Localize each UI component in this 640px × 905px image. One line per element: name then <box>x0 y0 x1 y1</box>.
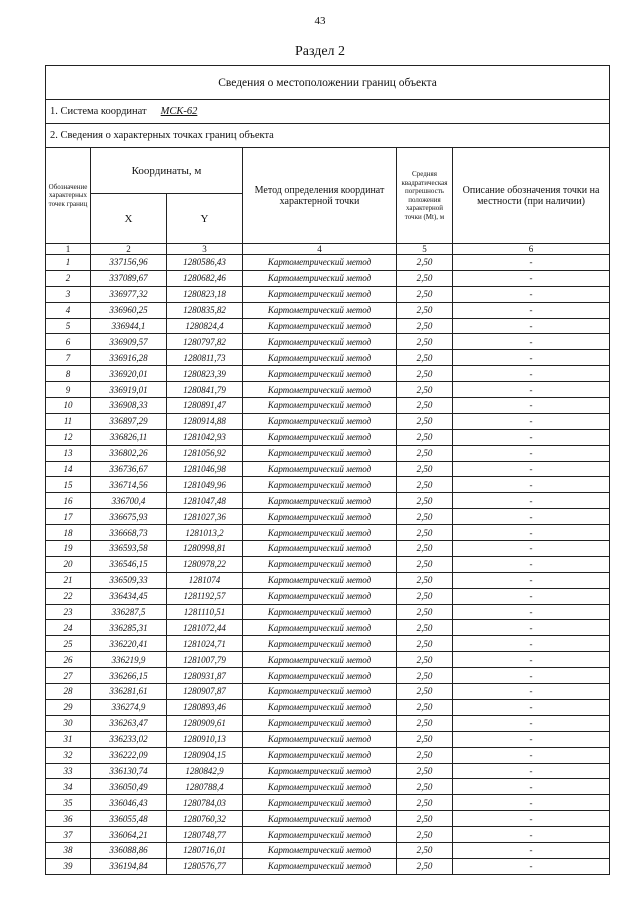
method-cell: Картометрический метод <box>243 461 397 477</box>
description-cell: - <box>453 588 610 604</box>
table-row <box>46 763 610 779</box>
method-cell: Картометрический метод <box>243 541 397 557</box>
method-cell: Картометрический метод <box>243 827 397 843</box>
column-number: 1 <box>46 244 91 255</box>
y-cell: 1280842,9 <box>167 763 243 779</box>
method-cell: Картометрический метод <box>243 525 397 541</box>
column-number: 3 <box>167 244 243 255</box>
table-row <box>46 445 610 461</box>
y-cell: 1280716,01 <box>167 842 243 858</box>
method-cell: Картометрический метод <box>243 350 397 366</box>
description-cell: - <box>453 350 610 366</box>
error-cell: 2,50 <box>397 842 453 858</box>
point-number-cell: 22 <box>46 588 91 604</box>
table-row <box>46 429 610 445</box>
error-cell: 2,50 <box>397 509 453 525</box>
point-number-cell: 16 <box>46 493 91 509</box>
description-cell: - <box>453 715 610 731</box>
table-main-header: Сведения о местоположении границ объекта <box>46 66 610 100</box>
y-cell: 1280784,03 <box>167 795 243 811</box>
description-cell: - <box>453 477 610 493</box>
y-cell: 1280841,79 <box>167 382 243 398</box>
description-cell: - <box>453 366 610 382</box>
method-cell: Картометрический метод <box>243 382 397 398</box>
error-cell: 2,50 <box>397 747 453 763</box>
description-cell: - <box>453 413 610 429</box>
error-cell: 2,50 <box>397 684 453 700</box>
table-row <box>46 652 610 668</box>
point-number-cell: 15 <box>46 477 91 493</box>
description-cell: - <box>453 699 610 715</box>
error-cell: 2,50 <box>397 413 453 429</box>
point-number-cell: 21 <box>46 572 91 588</box>
x-cell: 336977,32 <box>91 286 167 302</box>
point-number-cell: 27 <box>46 668 91 684</box>
table-row <box>46 461 610 477</box>
section-title: Раздел 2 <box>294 44 346 59</box>
y-cell: 1280811,73 <box>167 350 243 366</box>
description-cell: - <box>453 763 610 779</box>
error-cell: 2,50 <box>397 382 453 398</box>
error-cell: 2,50 <box>397 858 453 874</box>
error-cell: 2,50 <box>397 588 453 604</box>
x-cell: 336908,33 <box>91 398 167 414</box>
y-cell: 1280931,87 <box>167 668 243 684</box>
y-cell: 1280788,4 <box>167 779 243 795</box>
error-cell: 2,50 <box>397 429 453 445</box>
column-number: 5 <box>397 244 453 255</box>
description-cell: - <box>453 636 610 652</box>
error-cell: 2,50 <box>397 620 453 636</box>
table-row <box>46 350 610 366</box>
description-cell: - <box>453 302 610 318</box>
y-cell: 1281007,79 <box>167 652 243 668</box>
point-number-cell: 17 <box>46 509 91 525</box>
method-cell: Картометрический метод <box>243 620 397 636</box>
error-cell: 2,50 <box>397 493 453 509</box>
point-number-cell: 3 <box>46 286 91 302</box>
error-cell: 2,50 <box>397 763 453 779</box>
description-cell: - <box>453 541 610 557</box>
x-cell: 336088,86 <box>91 842 167 858</box>
point-number-cell: 28 <box>46 684 91 700</box>
y-cell: 1280907,87 <box>167 684 243 700</box>
method-cell: Картометрический метод <box>243 572 397 588</box>
table-row <box>46 858 610 874</box>
table-row <box>46 334 610 350</box>
y-cell: 1280797,82 <box>167 334 243 350</box>
point-number-cell: 10 <box>46 398 91 414</box>
table-row <box>46 747 610 763</box>
error-cell: 2,50 <box>397 477 453 493</box>
error-cell: 2,50 <box>397 461 453 477</box>
point-number-cell: 36 <box>46 811 91 827</box>
y-cell: 1281056,92 <box>167 445 243 461</box>
description-cell: - <box>453 858 610 874</box>
method-cell: Картометрический метод <box>243 477 397 493</box>
coord-system-value: МСК-62 <box>160 106 198 117</box>
y-cell: 1280998,81 <box>167 541 243 557</box>
page-number: 43 <box>314 15 326 27</box>
table-row <box>46 811 610 827</box>
x-cell: 337089,67 <box>91 270 167 286</box>
method-cell: Картометрический метод <box>243 509 397 525</box>
point-number-cell: 4 <box>46 302 91 318</box>
error-cell: 2,50 <box>397 318 453 334</box>
method-cell: Картометрический метод <box>243 684 397 700</box>
y-cell: 1281072,44 <box>167 620 243 636</box>
point-number-cell: 18 <box>46 525 91 541</box>
error-cell: 2,50 <box>397 795 453 811</box>
description-cell: - <box>453 652 610 668</box>
table-row <box>46 270 610 286</box>
description-cell: - <box>453 668 610 684</box>
table-row <box>46 541 610 557</box>
x-cell: 336046,43 <box>91 795 167 811</box>
col-mean-error: Средняя квадратическая погрешность положения характерной точки (Мt), м <box>397 148 453 244</box>
point-number-cell: 24 <box>46 620 91 636</box>
table-row <box>46 604 610 620</box>
method-cell: Картометрический метод <box>243 699 397 715</box>
y-cell: 1280748,77 <box>167 827 243 843</box>
description-cell: - <box>453 827 610 843</box>
point-number-cell: 26 <box>46 652 91 668</box>
table-row <box>46 398 610 414</box>
x-cell: 336285,31 <box>91 620 167 636</box>
method-cell: Картометрический метод <box>243 270 397 286</box>
error-cell: 2,50 <box>397 556 453 572</box>
error-cell: 2,50 <box>397 779 453 795</box>
table-row <box>46 382 610 398</box>
error-cell: 2,50 <box>397 668 453 684</box>
y-cell: 1281013,2 <box>167 525 243 541</box>
method-cell: Картометрический метод <box>243 604 397 620</box>
x-cell: 336593,58 <box>91 541 167 557</box>
table-body <box>46 255 610 875</box>
error-cell: 2,50 <box>397 699 453 715</box>
y-cell: 1280910,13 <box>167 731 243 747</box>
x-cell: 336064,21 <box>91 827 167 843</box>
method-cell: Картометрический метод <box>243 763 397 779</box>
col-description: Описание обозначения точки на местности (при наличии) <box>453 148 610 244</box>
y-cell: 1281110,51 <box>167 604 243 620</box>
point-number-cell: 13 <box>46 445 91 461</box>
table-row <box>46 620 610 636</box>
y-cell: 1280823,39 <box>167 366 243 382</box>
error-cell: 2,50 <box>397 541 453 557</box>
method-cell: Картометрический метод <box>243 255 397 271</box>
description-cell: - <box>453 842 610 858</box>
error-cell: 2,50 <box>397 604 453 620</box>
table-row <box>46 493 610 509</box>
coord-system-label: 1. Система координат <box>50 106 147 117</box>
point-number-cell: 7 <box>46 350 91 366</box>
error-cell: 2,50 <box>397 398 453 414</box>
column-number-row <box>46 244 610 255</box>
point-number-cell: 20 <box>46 556 91 572</box>
method-cell: Картометрический метод <box>243 652 397 668</box>
x-cell: 337156,96 <box>91 255 167 271</box>
x-cell: 336546,15 <box>91 556 167 572</box>
x-cell: 336826,11 <box>91 429 167 445</box>
x-cell: 336130,74 <box>91 763 167 779</box>
col-point-designation: Обозначение характерных точек границ <box>46 148 91 244</box>
point-number-cell: 34 <box>46 779 91 795</box>
x-cell: 336960,25 <box>91 302 167 318</box>
y-cell: 1280914,88 <box>167 413 243 429</box>
error-cell: 2,50 <box>397 255 453 271</box>
method-cell: Картометрический метод <box>243 588 397 604</box>
x-cell: 336222,09 <box>91 747 167 763</box>
x-cell: 336281,61 <box>91 684 167 700</box>
col-coordinates: Координаты, м <box>91 148 243 194</box>
table-row <box>46 286 610 302</box>
description-cell: - <box>453 382 610 398</box>
column-number: 2 <box>91 244 167 255</box>
table-row <box>46 636 610 652</box>
table-row <box>46 318 610 334</box>
y-cell: 1281027,36 <box>167 509 243 525</box>
x-cell: 336266,15 <box>91 668 167 684</box>
description-cell: - <box>453 270 610 286</box>
col-x: X <box>91 194 167 244</box>
error-cell: 2,50 <box>397 445 453 461</box>
error-cell: 2,50 <box>397 525 453 541</box>
description-cell: - <box>453 429 610 445</box>
table-row <box>46 715 610 731</box>
description-cell: - <box>453 620 610 636</box>
error-cell: 2,50 <box>397 270 453 286</box>
point-number-cell: 2 <box>46 270 91 286</box>
point-number-cell: 39 <box>46 858 91 874</box>
description-cell: - <box>453 811 610 827</box>
method-cell: Картометрический метод <box>243 334 397 350</box>
point-number-cell: 23 <box>46 604 91 620</box>
x-cell: 336509,33 <box>91 572 167 588</box>
point-number-cell: 38 <box>46 842 91 858</box>
description-cell: - <box>453 525 610 541</box>
method-cell: Картометрический метод <box>243 636 397 652</box>
method-cell: Картометрический метод <box>243 366 397 382</box>
description-cell: - <box>453 445 610 461</box>
description-cell: - <box>453 398 610 414</box>
x-cell: 336897,29 <box>91 413 167 429</box>
x-cell: 336700,4 <box>91 493 167 509</box>
method-cell: Картометрический метод <box>243 779 397 795</box>
method-cell: Картометрический метод <box>243 858 397 874</box>
x-cell: 336714,56 <box>91 477 167 493</box>
y-cell: 1281046,98 <box>167 461 243 477</box>
point-number-cell: 11 <box>46 413 91 429</box>
description-cell: - <box>453 731 610 747</box>
points-section-header: 2. Сведения о характерных точках границ объекта <box>46 124 610 148</box>
y-cell: 1280576,77 <box>167 858 243 874</box>
table-row <box>46 699 610 715</box>
point-number-cell: 1 <box>46 255 91 271</box>
description-cell: - <box>453 255 610 271</box>
y-cell: 1281047,48 <box>167 493 243 509</box>
point-number-cell: 33 <box>46 763 91 779</box>
x-cell: 336050,49 <box>91 779 167 795</box>
x-cell: 336274,9 <box>91 699 167 715</box>
point-number-cell: 32 <box>46 747 91 763</box>
table-row <box>46 827 610 843</box>
x-cell: 336909,57 <box>91 334 167 350</box>
y-cell: 1280835,82 <box>167 302 243 318</box>
table-row <box>46 525 610 541</box>
point-number-cell: 25 <box>46 636 91 652</box>
point-number-cell: 29 <box>46 699 91 715</box>
x-cell: 336675,93 <box>91 509 167 525</box>
point-number-cell: 19 <box>46 541 91 557</box>
point-number-cell: 6 <box>46 334 91 350</box>
error-cell: 2,50 <box>397 811 453 827</box>
col-y: Y <box>167 194 243 244</box>
x-cell: 336916,28 <box>91 350 167 366</box>
x-cell: 336263,47 <box>91 715 167 731</box>
error-cell: 2,50 <box>397 715 453 731</box>
table-row <box>46 413 610 429</box>
boundary-points-table <box>45 65 610 875</box>
table-row <box>46 684 610 700</box>
description-cell: - <box>453 572 610 588</box>
error-cell: 2,50 <box>397 350 453 366</box>
y-cell: 1280909,61 <box>167 715 243 731</box>
table-row <box>46 302 610 318</box>
table-row <box>46 477 610 493</box>
y-cell: 1281192,57 <box>167 588 243 604</box>
table-row <box>46 588 610 604</box>
description-cell: - <box>453 795 610 811</box>
table-row <box>46 366 610 382</box>
x-cell: 336919,01 <box>91 382 167 398</box>
method-cell: Картометрический метод <box>243 429 397 445</box>
method-cell: Картометрический метод <box>243 556 397 572</box>
point-number-cell: 12 <box>46 429 91 445</box>
method-cell: Картометрический метод <box>243 413 397 429</box>
error-cell: 2,50 <box>397 366 453 382</box>
y-cell: 1280978,22 <box>167 556 243 572</box>
error-cell: 2,50 <box>397 572 453 588</box>
point-number-cell: 31 <box>46 731 91 747</box>
x-cell: 336668,73 <box>91 525 167 541</box>
x-cell: 336434,45 <box>91 588 167 604</box>
description-cell: - <box>453 461 610 477</box>
table-row <box>46 509 610 525</box>
method-cell: Картометрический метод <box>243 445 397 461</box>
x-cell: 336920,01 <box>91 366 167 382</box>
description-cell: - <box>453 684 610 700</box>
method-cell: Картометрический метод <box>243 795 397 811</box>
point-number-cell: 14 <box>46 461 91 477</box>
method-cell: Картометрический метод <box>243 286 397 302</box>
error-cell: 2,50 <box>397 636 453 652</box>
column-number: 6 <box>453 244 610 255</box>
point-number-cell: 5 <box>46 318 91 334</box>
x-cell: 336055,48 <box>91 811 167 827</box>
y-cell: 1281024,71 <box>167 636 243 652</box>
y-cell: 1280682,46 <box>167 270 243 286</box>
point-number-cell: 30 <box>46 715 91 731</box>
column-number: 4 <box>243 244 397 255</box>
description-cell: - <box>453 556 610 572</box>
method-cell: Картометрический метод <box>243 715 397 731</box>
method-cell: Картометрический метод <box>243 747 397 763</box>
error-cell: 2,50 <box>397 334 453 350</box>
error-cell: 2,50 <box>397 827 453 843</box>
y-cell: 1280893,46 <box>167 699 243 715</box>
x-cell: 336233,02 <box>91 731 167 747</box>
description-cell: - <box>453 509 610 525</box>
point-number-cell: 9 <box>46 382 91 398</box>
y-cell: 1280760,32 <box>167 811 243 827</box>
x-cell: 336802,26 <box>91 445 167 461</box>
y-cell: 1281042,93 <box>167 429 243 445</box>
table-row <box>46 779 610 795</box>
y-cell: 1280586,43 <box>167 255 243 271</box>
x-cell: 336220,41 <box>91 636 167 652</box>
point-number-cell: 37 <box>46 827 91 843</box>
table-row <box>46 572 610 588</box>
description-cell: - <box>453 779 610 795</box>
x-cell: 336944,1 <box>91 318 167 334</box>
method-cell: Картометрический метод <box>243 842 397 858</box>
table-row <box>46 668 610 684</box>
description-cell: - <box>453 493 610 509</box>
table-row <box>46 255 610 271</box>
point-number-cell: 35 <box>46 795 91 811</box>
y-cell: 1281049,96 <box>167 477 243 493</box>
y-cell: 1280904,15 <box>167 747 243 763</box>
error-cell: 2,50 <box>397 652 453 668</box>
method-cell: Картометрический метод <box>243 811 397 827</box>
coord-system-row <box>46 100 610 124</box>
method-cell: Картометрический метод <box>243 302 397 318</box>
description-cell: - <box>453 334 610 350</box>
description-cell: - <box>453 318 610 334</box>
description-cell: - <box>453 604 610 620</box>
description-cell: - <box>453 747 610 763</box>
table-row <box>46 795 610 811</box>
method-cell: Картометрический метод <box>243 668 397 684</box>
col-method: Метод определения координат характерной точки <box>243 148 397 244</box>
method-cell: Картометрический метод <box>243 398 397 414</box>
y-cell: 1280823,18 <box>167 286 243 302</box>
table-row <box>46 842 610 858</box>
point-number-cell: 8 <box>46 366 91 382</box>
error-cell: 2,50 <box>397 302 453 318</box>
x-cell: 336287,5 <box>91 604 167 620</box>
x-cell: 336736,67 <box>91 461 167 477</box>
method-cell: Картометрический метод <box>243 731 397 747</box>
description-cell: - <box>453 286 610 302</box>
method-cell: Картометрический метод <box>243 493 397 509</box>
y-cell: 1280891,47 <box>167 398 243 414</box>
y-cell: 1280824,4 <box>167 318 243 334</box>
table-row <box>46 731 610 747</box>
x-cell: 336219,9 <box>91 652 167 668</box>
y-cell: 1281074 <box>167 572 243 588</box>
error-cell: 2,50 <box>397 731 453 747</box>
table-row <box>46 556 610 572</box>
x-cell: 336194,84 <box>91 858 167 874</box>
error-cell: 2,50 <box>397 286 453 302</box>
method-cell: Картометрический метод <box>243 318 397 334</box>
